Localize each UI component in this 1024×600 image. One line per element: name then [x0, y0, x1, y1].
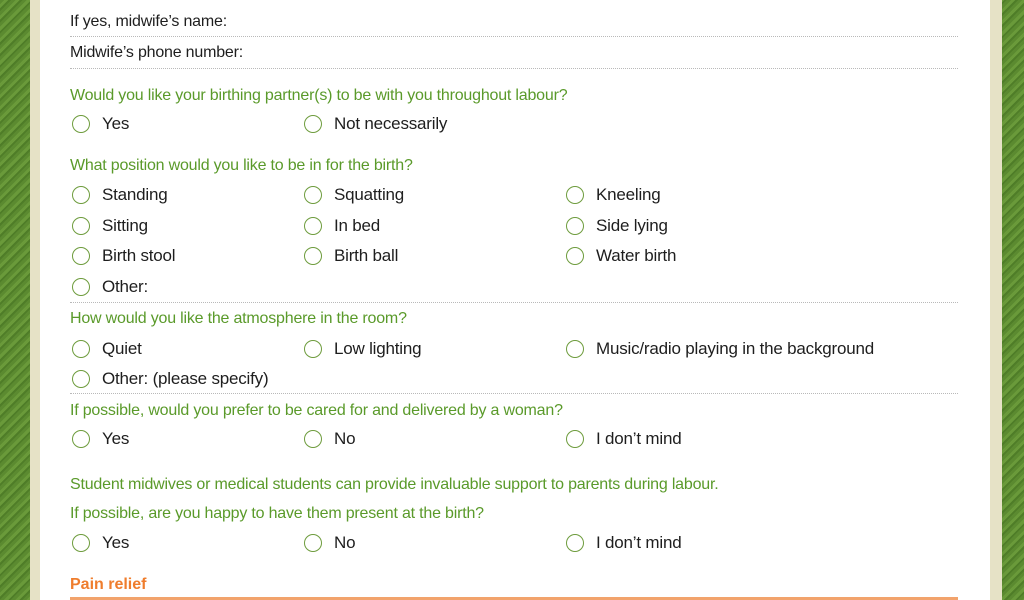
option-label: Not necessarily: [334, 114, 448, 133]
option-label: Sitting: [102, 216, 148, 235]
position-option-birth-stool[interactable]: [72, 246, 175, 266]
option-label: I don’t mind: [596, 533, 682, 552]
students-option-no[interactable]: [304, 533, 355, 553]
radio-icon[interactable]: [566, 534, 584, 552]
position-option-kneeling[interactable]: [566, 185, 661, 205]
option-label: Other: (please specify): [102, 369, 269, 388]
woman-option-dont-mind[interactable]: [566, 429, 681, 449]
option-label: I don’t mind: [596, 429, 682, 448]
woman-option-yes[interactable]: [72, 429, 129, 449]
option-label: No: [334, 429, 356, 448]
position-option-in-bed[interactable]: [304, 216, 380, 236]
radio-icon[interactable]: [566, 217, 584, 235]
position-option-sitting[interactable]: [72, 216, 148, 236]
students-statement: Student midwives or medical students can provide invaluable support to parents during labour.: [70, 476, 719, 493]
option-label: Yes: [102, 533, 130, 552]
radio-icon[interactable]: [304, 115, 322, 133]
option-label: Birth ball: [334, 246, 399, 265]
radio-icon[interactable]: [72, 247, 90, 265]
option-label: Water birth: [596, 246, 677, 265]
position-option-standing[interactable]: [72, 185, 168, 205]
position-option-squatting[interactable]: [304, 185, 404, 205]
radio-icon[interactable]: [72, 430, 90, 448]
radio-icon[interactable]: [566, 430, 584, 448]
midwife-name-line[interactable]: [70, 36, 958, 37]
radio-icon[interactable]: [72, 217, 90, 235]
atmosphere-option-music-radio[interactable]: [566, 339, 874, 359]
position-question: What position would you like to be in for the birth?: [70, 157, 413, 174]
radio-icon[interactable]: [72, 370, 90, 388]
option-label: Quiet: [102, 339, 142, 358]
option-label: Birth stool: [102, 246, 176, 265]
radio-icon[interactable]: [304, 247, 322, 265]
option-label: Other:: [102, 277, 149, 296]
radio-icon[interactable]: [566, 247, 584, 265]
midwife-phone-line[interactable]: [70, 68, 958, 69]
atmosphere-option-other[interactable]: [72, 369, 268, 389]
atmosphere-question: How would you like the atmosphere in the room?: [70, 310, 407, 327]
option-label: Yes: [102, 114, 130, 133]
option-label: Music/radio playing in the background: [596, 339, 874, 358]
midwife-name-label: If yes, midwife’s name:: [70, 13, 227, 30]
radio-icon[interactable]: [566, 340, 584, 358]
position-option-birth-ball[interactable]: [304, 246, 398, 266]
option-label: Yes: [102, 429, 130, 448]
students-option-yes[interactable]: [72, 533, 129, 553]
radio-icon[interactable]: [304, 217, 322, 235]
option-label: Low lighting: [334, 339, 422, 358]
option-label: Kneeling: [596, 185, 661, 204]
position-option-water-birth[interactable]: [566, 246, 676, 266]
midwife-phone-label: Midwife’s phone number:: [70, 44, 243, 61]
radio-icon[interactable]: [72, 278, 90, 296]
option-label: Side lying: [596, 216, 668, 235]
woman-option-no[interactable]: [304, 429, 355, 449]
pain-relief-heading: Pain relief: [70, 576, 147, 593]
atmosphere-option-quiet[interactable]: [72, 339, 142, 359]
radio-icon[interactable]: [72, 534, 90, 552]
position-option-side-lying[interactable]: [566, 216, 668, 236]
partner-option-yes[interactable]: [72, 114, 129, 134]
radio-icon[interactable]: [304, 430, 322, 448]
radio-icon[interactable]: [304, 186, 322, 204]
atmosphere-other-line[interactable]: [70, 393, 958, 394]
students-option-dont-mind[interactable]: [566, 533, 681, 553]
option-label: No: [334, 533, 356, 552]
atmosphere-option-low-lighting[interactable]: [304, 339, 421, 359]
option-label: Standing: [102, 185, 168, 204]
woman-question: If possible, would you prefer to be cared for and delivered by a woman?: [70, 402, 563, 419]
radio-icon[interactable]: [566, 186, 584, 204]
radio-icon[interactable]: [304, 340, 322, 358]
radio-icon[interactable]: [304, 534, 322, 552]
radio-icon[interactable]: [72, 115, 90, 133]
students-question: If possible, are you happy to have them present at the birth?: [70, 505, 484, 522]
radio-icon[interactable]: [72, 340, 90, 358]
partner-question: Would you like your birthing partner(s) to be with you throughout labour?: [70, 87, 568, 104]
position-option-other[interactable]: [72, 277, 148, 297]
position-other-line[interactable]: [70, 302, 958, 303]
partner-option-not-necessarily[interactable]: [304, 114, 447, 134]
option-label: In bed: [334, 216, 381, 235]
radio-icon[interactable]: [72, 186, 90, 204]
option-label: Squatting: [334, 185, 405, 204]
